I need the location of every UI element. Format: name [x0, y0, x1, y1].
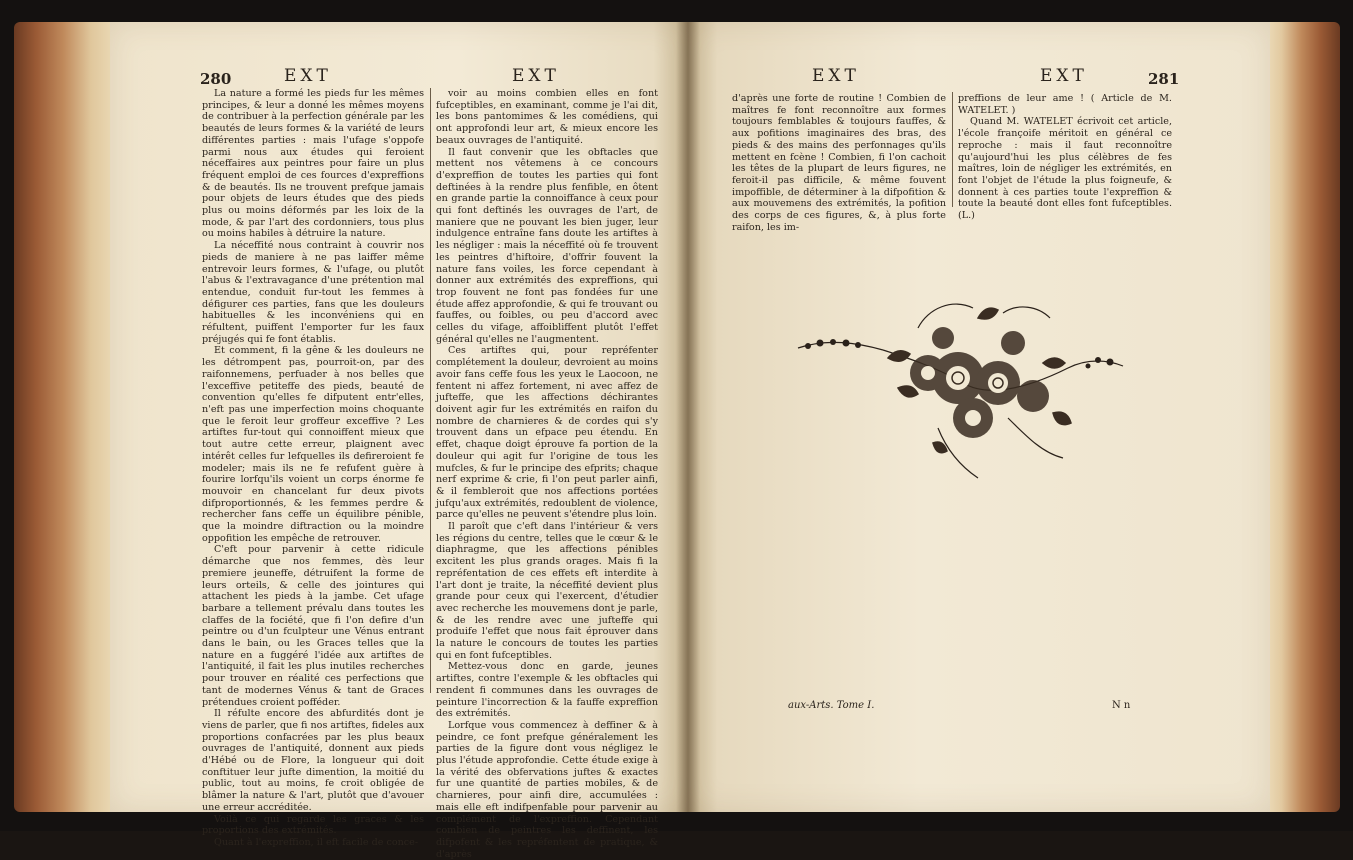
paragraph: Et comment, fi la gêne & les douleurs ne les détrompent pas, pourroit-on, par des raifonnemens, perfuader à nos belles que l'exceffive petiteffe des pieds, beauté de convention qu'elles fe difputent entr'elles, n'eft pas une imperfection moins choquante que le feroit leur groffeur exceffive ? Les artiftes fur-tout qui connoiffent mieux que tout autre cette erreur, plaignent avec intérêt celles fur lefquelles ils defireroient fe modeler; mais ils ne fe refufent guère à fourire lorfqu'ils voient un corps énorme fe mouvoir en chancelant fur deux pivots difproportionnés, & les femmes perdre & rechercher fans ceffe un équilibre pénible, que la moindre diftraction ou la moindre oppofition les empêche de retrouver.: [202, 345, 424, 544]
running-head-left-col2: EXT: [512, 66, 560, 86]
right-page-column-2: [958, 93, 1172, 222]
paragraph: C'eft pour parvenir à cette ridicule démarche que nos femmes, dès leur premiere jeuneffe, détruifent la forme de leurs orteils, & celle des jointures qui attachent les pieds à la jambe. Cet ufage barbare a tellement prévalu dans toutes les claffes de la fociété, que fi l'on defire d'un peintre ou d'un fculpteur une Vénus entrant dans le bain, ou les Graces telles que la nature en a fuggéré l'idée aux artiftes de l'antiquité, il fait les plus inutiles recherches pour trouver en réalité ces perfections que tant de modernes Vénus & tant de Graces prétendues croient pofféder.: [202, 544, 424, 708]
column-rule-left: [430, 88, 431, 693]
paragraph: Il paroît que c'eft dans l'intérieur & vers les régions du centre, telles que le cœur & le diaphragme, que les affections pénibles excitent les plus grands orages. Mais fi la repréfentation de ces effets eft interdite à l'art dont je traite, la néceffité devient plus grande pour ceux qui l'exercent, d'étudier avec recherche les mouvemens dont je parle, & de les rendre avec une jufteffe qui produife l'effet que nous fait éprouver dans la nature le concours de toutes les parties qui en font fufceptibles.: [436, 521, 658, 661]
running-head-left-col1: EXT: [284, 66, 332, 86]
paragraph: Ces artiftes qui, pour repréfenter complétement la douleur, devroient au moins avoir fans ceffe fous les yeux le Laocoon, ne fentent ni affez fortement, ni avec affez de jufteffe, que les affections déchirantes doivent agir fur les extrémités en raifon du nombre de charnieres & de cordes qui s'y trouvent dans un efpace peu étendu. En effet, chaque doigt éprouve fa portion de la douleur qui agit fur l'origine de tous les mufcles, & fur le principe des efprits; chaque nerf exprime & crie, fi l'on peut parler ainfi, & il fembleroit que nos affections portées jufqu'aux extrémités, redoublent de violence, parce qu'elles ne peuvent s'étendre plus loin.: [436, 345, 658, 521]
paragraph: d'après une forte de routine ! Combien de maîtres fe font reconnoître aux formes toujours femblables & toujours fauffes, & aux pofitions imaginaires des bras, des pieds & des mains des perfonnages qu'ils mettent en fcène ! Combien, fi l'on cachoit les têtes de la plupart de leurs figures, ne feroit-il pas difficile, & même fouvent impoffible, de déterminer à la difpofition & aux mouvemens des extrémités, la pofition des corps de ces figures, &, à plus forte raifon, les im-: [732, 93, 946, 233]
page-number-right: 281: [1148, 70, 1180, 88]
paragraph: preffions de leur ame ! ( Article de M. WATELET. ): [958, 93, 1172, 116]
paragraph: Mettez-vous donc en garde, jeunes artiftes, contre l'exemple & les obftacles qui rendent fi communes dans les ouvrages de peinture l'incorrection & la fauffe expreffion des extrémités.: [436, 661, 658, 720]
paragraph: Quant à l'expreffion, il eft facile de conce-: [214, 837, 419, 848]
paragraph: voir au moins combien elles en font fufceptibles, en examinant, comme je l'ai dit, les bons pantomimes & les comédiens, qui ont approfondi leur art, & mieux encore les beaux ouvrages de l'antiquité.: [436, 88, 658, 146]
running-head-right-col2: EXT: [1040, 66, 1088, 86]
paragraph: Il réfulte encore des abfurdités dont je viens de parler, que fi nos artiftes, fideles aux proportions confacrées par les plus beaux ouvrages de l'antiquité, donnent aux pieds d'Hébé ou de Flore, la longueur qui doit conftituer leur jufte dimention, la moitié du public, tout au moins, fe croit obligée de blâmer la nature & l'art, plutôt que d'avouer une erreur accréditée.: [202, 708, 425, 813]
left-page-column-1: [202, 88, 425, 848]
floral-ornament-icon: [788, 288, 1128, 488]
right-page-column-1: [732, 93, 946, 233]
paragraph: La nature a formé les pieds fur les mêmes principes, & leur a donné les mêmes moyens de contribuer à la perfection générale par les beautés de leurs formes & la variété de leurs différentes parties : mais l'ufage s'oppofe parmi nous aux études qui feroient néceffaires aux peintres pour faire un plus fréquent emploi de ces fources d'expreffions & de beautés. Ils ne trouvent prefque jamais pour objets de leurs études que des pieds plus ou moins déformés par les loix de la mode, & par l'art des cordonniers, tous plus ou moins habiles à détruire la nature.: [202, 88, 424, 240]
column-rule-right: [952, 92, 953, 207]
paragraph: La néceffité nous contraint à couvrir nos pieds de maniere à ne pas laiffer même entrevoir leurs formes, & l'ufage, ou plutôt l'abus & l'extravagance d'une prétention mal entendue, conduit fur-tout les femmes à défigurer ces parties, fans que les douleurs habituelles & les inconvéniens qui en réfultent, puiffent l'emporter fur les faux préjugés qui fe font établis.: [202, 240, 424, 345]
book-gutter: [676, 22, 700, 812]
left-page-edges: [14, 22, 124, 812]
right-page-edges: [1262, 22, 1340, 812]
page-number-left: 280: [200, 70, 232, 88]
footer-signature-mark: N n: [1112, 700, 1131, 711]
paragraph: Lorfque vous commencez à deffiner & à peindre, ce font prefque généralement les parties de la figure dont vous négligez le plus l'étude approfondie. Cette étude exige à la vérité des obfervations juftes & exactes fur une quantité de parties mobiles, & de charnieres, pour ainfi dire, accumulées : mais elle eft indifpenfable pour parvenir au complément de l'expreffion. Cependant combien de peintres les deffinent, les difpofent & les repréfentent de pratique, & d'après: [436, 719, 658, 860]
left-page-column-2: [436, 88, 658, 860]
paragraph: Voilà ce qui regarde les graces & les proportions des extrémités.: [202, 813, 424, 837]
footer-volume-title: aux-Arts. Tome I.: [788, 700, 875, 711]
running-head-right-col1: EXT: [812, 66, 860, 86]
paragraph: Quand M. WATELET écrivoit cet article, l'école françoife méritoit en général ce reproche : mais il faut reconnoître qu'aujourd'hui les plus célèbres de fes maîtres, loin de négliger les extrémités, en font l'objet de l'étude la plus foigneufe, & donnent à ces parties toute l'expreffion & toute la beauté dont elles font fufceptibles. (L.): [958, 116, 1172, 222]
paragraph: Il faut convenir que les obftacles que mettent nos vêtemens à ce concours d'expreffion de toutes les parties qui font deftinées à la rendre plus fenfible, en ôtent en grande partie la connoiffance à ceux pour qui font deftinés les ouvrages de l'art, de maniere que ne pouvant les bien juger, leur indulgence entraîne fans doute les artiftes à les négliger : mais la néceffité où fe trouvent les peintres d'hiftoire, d'offrir fouvent la nature fans voiles, les force cependant à donner aux extrémités des expreffions, qui trop fouvent ne font pas fondées fur une étude affez approfondie, & qui fe trouvant ou fauffes, ou foibles, ou peu d'accord avec celles du vifage, affoibliffent plutôt l'effet général qu'elles ne l'augmentent.: [436, 146, 658, 345]
